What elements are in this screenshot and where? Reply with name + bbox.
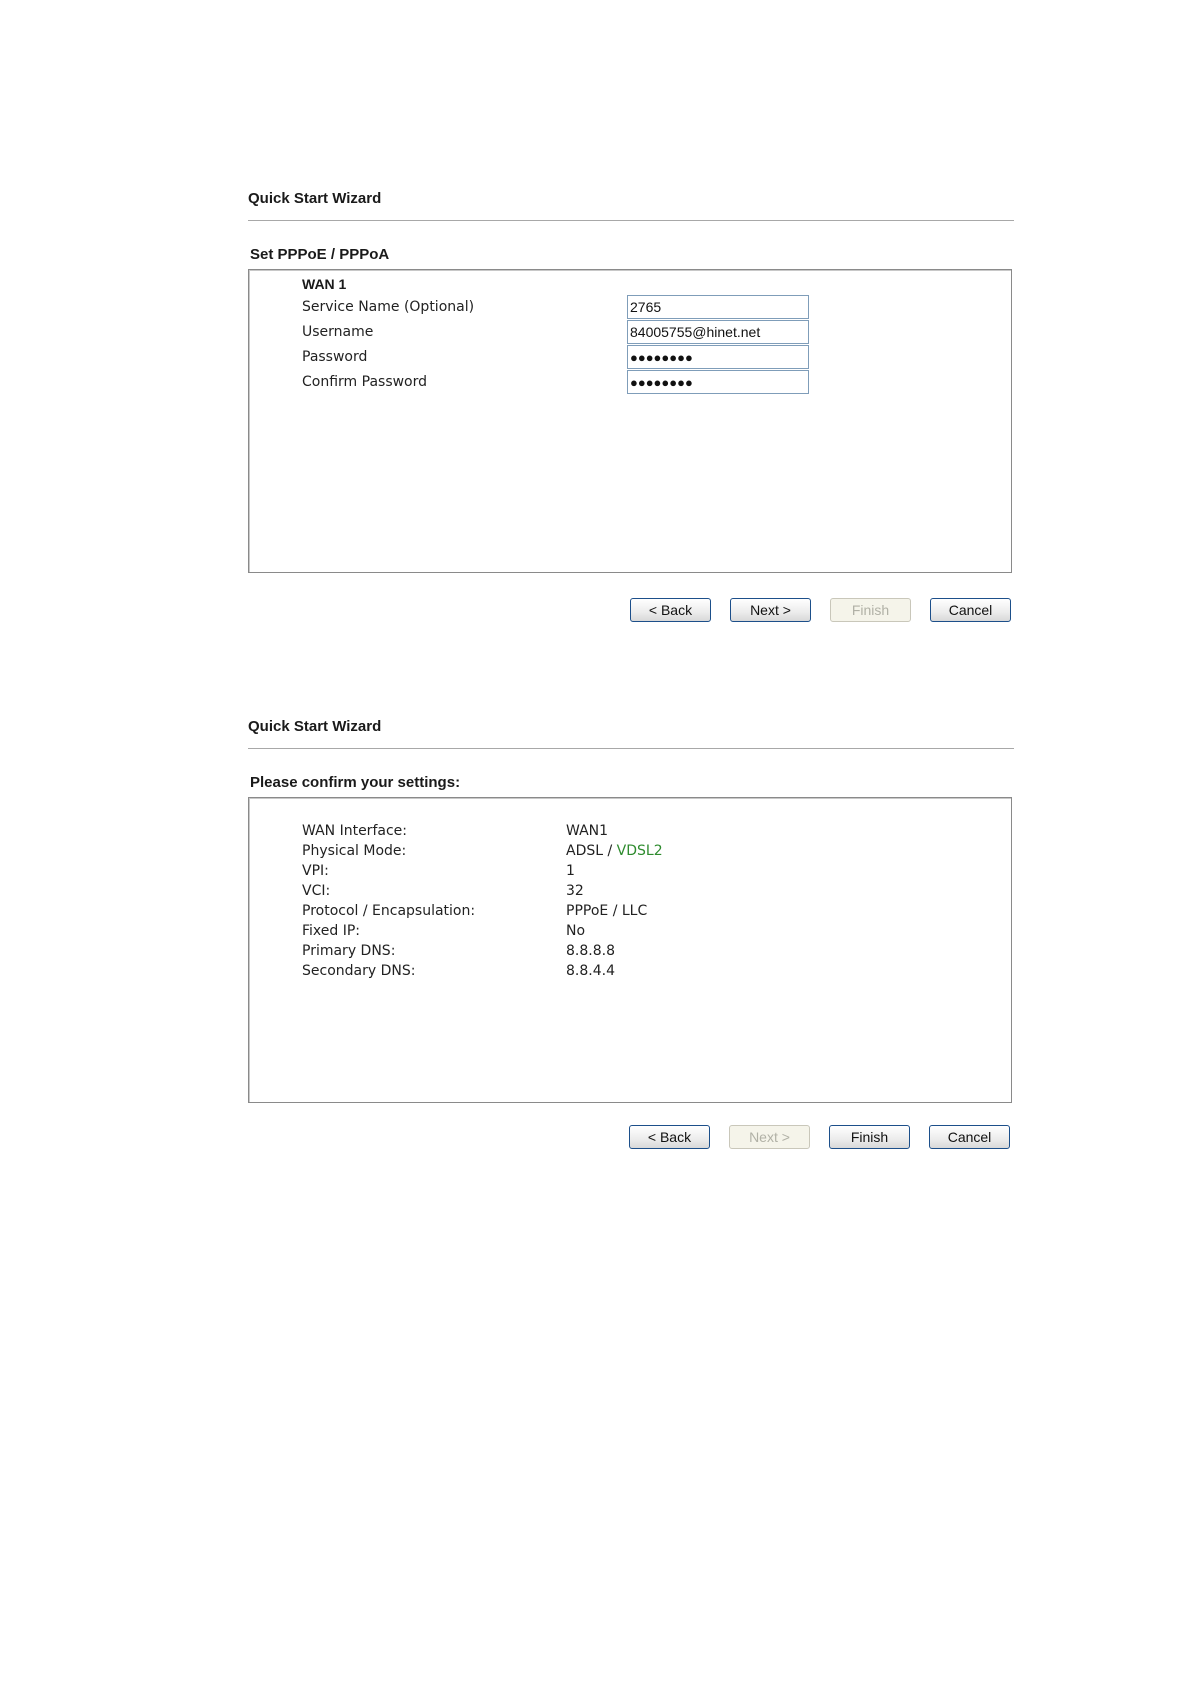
confirm-password-row xyxy=(302,370,1002,394)
summary-value: 8.8.8.8 xyxy=(566,943,615,959)
service-name-input[interactable] xyxy=(627,295,809,319)
summary-value: 32 xyxy=(566,883,584,899)
physical-mode-active: VDSL2 xyxy=(616,843,663,859)
service-name-row xyxy=(302,295,1002,319)
summary-value: No xyxy=(566,923,586,939)
summary-label: WAN Interface: xyxy=(302,823,407,839)
physical-mode-main: ADSL / xyxy=(566,843,617,859)
wizard-buttons xyxy=(248,598,1014,622)
summary-row-secondary-dns xyxy=(302,962,902,982)
summary-label: Fixed IP: xyxy=(302,923,361,939)
confirm-password-label: Confirm Password xyxy=(302,374,428,390)
title-divider xyxy=(248,220,1014,221)
summary-label: Physical Mode: xyxy=(302,843,407,859)
summary-value: 1 xyxy=(566,863,575,879)
summary-value: PPPoE / LLC xyxy=(566,903,648,919)
summary-row-vpi xyxy=(302,862,902,882)
username-row xyxy=(302,320,1002,344)
summary-label: VCI: xyxy=(302,883,331,899)
next-button: Next > xyxy=(729,1125,810,1149)
summary-row-fixed-ip xyxy=(302,922,902,942)
cancel-button[interactable]: Cancel xyxy=(930,598,1011,622)
username-input[interactable] xyxy=(627,320,809,344)
password-label: Password xyxy=(302,349,368,365)
username-label: Username xyxy=(302,324,374,340)
summary-value: 8.8.4.4 xyxy=(566,963,615,979)
summary-label: Protocol / Encapsulation: xyxy=(302,903,476,919)
summary-value xyxy=(566,842,663,860)
summary-value: WAN1 xyxy=(566,823,609,839)
summary-row-protocol xyxy=(302,902,902,922)
wizard-buttons xyxy=(248,1125,1014,1149)
pppoe-settings-panel xyxy=(248,269,1012,573)
summary-label: VPI: xyxy=(302,863,329,879)
section-title: Please confirm your settings: xyxy=(250,774,461,791)
password-input[interactable] xyxy=(627,345,809,369)
section-title: Set PPPoE / PPPoA xyxy=(250,246,390,263)
service-name-label: Service Name (Optional) xyxy=(302,299,475,315)
summary-label: Secondary DNS: xyxy=(302,963,416,979)
wizard-title: Quick Start Wizard xyxy=(248,190,382,207)
confirm-password-input[interactable] xyxy=(627,370,809,394)
summary-row-primary-dns xyxy=(302,942,902,962)
wizard-confirm xyxy=(248,714,1014,1145)
password-row xyxy=(302,345,1002,369)
back-button[interactable]: < Back xyxy=(629,1125,710,1149)
wizard-title: Quick Start Wizard xyxy=(248,718,382,735)
wan-heading: WAN 1 xyxy=(302,276,347,292)
finish-button: Finish xyxy=(830,598,911,622)
wizard-pppoe xyxy=(248,186,1014,618)
summary-row-physical-mode xyxy=(302,842,902,862)
confirm-settings-panel xyxy=(248,797,1012,1103)
summary-row-vci xyxy=(302,882,902,902)
back-button[interactable]: < Back xyxy=(630,598,711,622)
cancel-button[interactable]: Cancel xyxy=(929,1125,1010,1149)
summary-row-wan-interface xyxy=(302,822,902,842)
summary-label: Primary DNS: xyxy=(302,943,396,959)
finish-button[interactable]: Finish xyxy=(829,1125,910,1149)
title-divider xyxy=(248,748,1014,749)
next-button[interactable]: Next > xyxy=(730,598,811,622)
